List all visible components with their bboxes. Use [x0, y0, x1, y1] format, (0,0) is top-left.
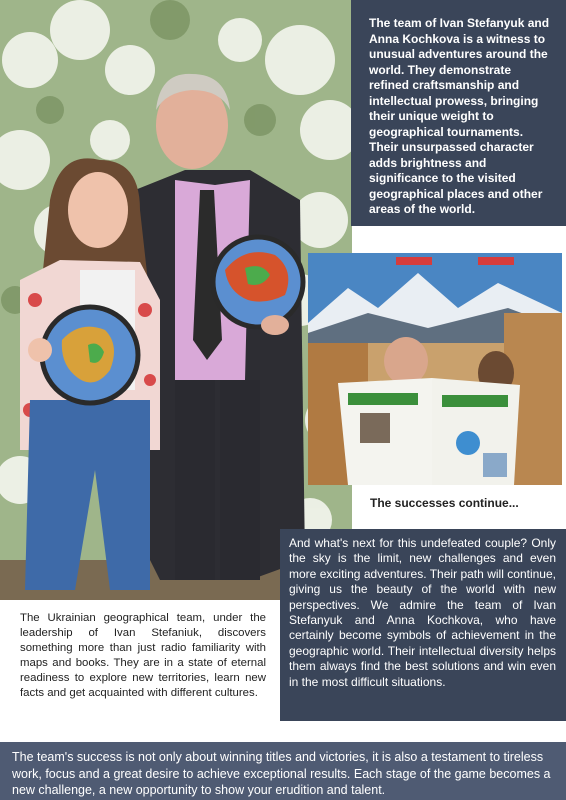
future-text: And what's next for this undefeated couple? Only the sky is the limit, new challenges and even more exciting adventures. Their path will continue, giving us the beauty of the world with new perspectives. We admire the team of Ivan Stefanyuk and Anna Kochkova, who have certainly become symbols of achievement in the geographic world. Their intellectual diversity helps them always find the best solutions and win even in the most difficult situations. [289, 536, 556, 689]
team-description-text: The Ukrainian geographical team, under the leadership of Ivan Stefaniuk, discovers something more than just radio familiarity with maps and books. They are in a state of eternal readiness to explore new territories, learn new facts and get acquainted with different cultures. [20, 612, 266, 699]
success-text: The team's success is not only about winning titles and victories, it is also a testament to tireless work, focus and a great desire to achieve exceptional results. Each stage of the game becomes a new challenge, a new opportunity to show your erudition and talent. [12, 750, 551, 797]
future-text-box [280, 529, 566, 721]
team-photo [0, 0, 352, 600]
successes-caption: The successes continue... [370, 496, 519, 510]
success-text-band [0, 742, 566, 800]
intro-text: The team of Ivan Stefanyuk and Anna Kochkova is a witness to unusual adventures around the world. They demonstrate refined craftsmanship and intellectual prowess, bringing their unique weight to geographical tournaments. Their unsurpassed character adds brightness and significance to the visited geographical places and other areas of the world. [369, 16, 550, 216]
reading-photo-illustration [308, 253, 562, 485]
reading-photo [308, 253, 562, 485]
team-photo-illustration [0, 0, 352, 600]
intro-text-box [351, 0, 566, 226]
team-description-box [0, 600, 280, 730]
